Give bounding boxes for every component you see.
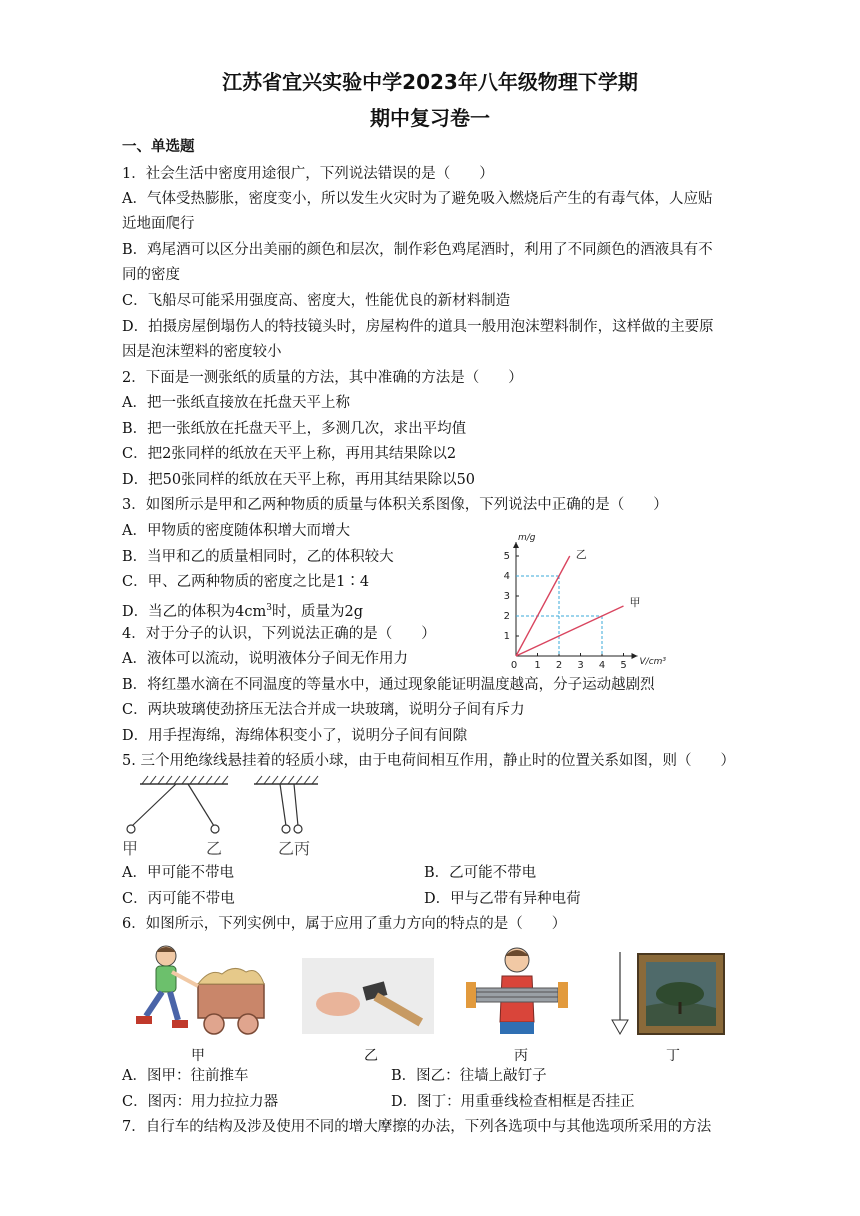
q5-option-b: B．乙可能不带电 — [424, 865, 537, 881]
q6-option-a: A．图甲：往前推车 — [122, 1068, 249, 1084]
y-tick-label: 3 — [503, 591, 510, 602]
q1-option-b: B．鸡尾酒可以区分出美丽的颜色和层次，制作彩色鸡尾酒时，利用了不同颜色的酒液具有不 — [122, 242, 713, 258]
page-title: 江苏省宜兴实验中学2023年八年级物理下学期 — [222, 70, 638, 94]
section-heading: 一、单选题 — [122, 139, 195, 155]
picture-caption-jia: 甲 — [191, 1048, 205, 1064]
x-tick-label: 2 — [555, 660, 563, 670]
q4-option-c: C．两块玻璃使劲挤压无法合并成一块玻璃，说明分子间有斥力 — [122, 702, 525, 718]
q6-stem: 6．如图所示，下列实例中，属于应用了重力方向的特点的是（ ） — [122, 916, 567, 932]
series-line — [516, 556, 570, 656]
ball-label-jia: 甲 — [122, 839, 139, 858]
q4-stem: 4．对于分子的认识，下列说法正确的是（ ） — [122, 626, 436, 642]
q3-stem: 3．如图所示是甲和乙两种物质的质量与体积关系图像，下列说法中正确的是（ ） — [122, 497, 668, 513]
q7-stem: 7．自行车的结构及涉及使用不同的增大摩擦的办法，下列各选项中与其他选项所采用的方法 — [122, 1119, 712, 1135]
q1-option-a: A．气体受热膨胀，密度变小，所以发生火灾时为了避免吸入燃烧后产生的有毒气体，人应贴 — [122, 191, 713, 207]
x-tick-label: 0 — [510, 660, 518, 670]
y-tick-label: 1 — [503, 631, 510, 642]
picture-caption-ding: 丁 — [666, 1048, 680, 1064]
q2-option-c: C．把2张同样的纸放在天平上称，再用其结果除以2 — [122, 446, 457, 462]
x-axis-arrow — [632, 653, 638, 659]
pushing-cart-picture — [122, 940, 272, 1040]
plumb-line-frame-picture — [604, 950, 730, 1038]
series-label: 甲 — [629, 596, 641, 609]
q1-option-b-cont: 同的密度 — [122, 267, 180, 283]
y-axis-label: m/g — [518, 533, 536, 543]
q1-option-c: C．飞船尽可能采用强度高、密度大，性能优良的新材料制造 — [122, 293, 511, 309]
mass-volume-chart — [500, 528, 680, 670]
q5-option-c: C．丙可能不带电 — [122, 891, 235, 907]
q6-option-b: B．图乙：往墙上敲钉子 — [391, 1068, 547, 1084]
q3-option-c: C．甲、乙两种物质的密度之比是1∶4 — [122, 574, 370, 590]
x-tick-label: 5 — [620, 660, 627, 670]
q4-option-d: D．用手捏海绵，海绵体积变小了，说明分子间有间隙 — [122, 728, 468, 744]
q6-option-d: D．图丁：用重垂线检查相框是否挂正 — [391, 1094, 635, 1110]
hammer-nail-picture — [302, 958, 434, 1034]
suspended-balls-figure — [118, 774, 338, 836]
chest-expander-picture — [462, 944, 572, 1036]
y-tick-label: 2 — [503, 611, 510, 622]
y-tick-label: 4 — [503, 571, 510, 582]
series-line — [516, 606, 624, 656]
q3-option-a: A．甲物质的密度随体积增大而增大 — [122, 523, 350, 539]
q5-stem: 5. 三个用绝缘线悬挂着的轻质小球，由于电荷间相互作用，静止时的位置关系如图，则（ ） — [122, 753, 735, 769]
picture-caption-yi: 乙 — [364, 1048, 378, 1064]
q1-option-d-cont: 因是泡沫塑料的密度较小 — [122, 344, 282, 360]
picture-caption-bing: 丙 — [514, 1048, 528, 1064]
q4-option-b: B．将红墨水滴在不同温度的等量水中，通过现象能证明温度越高，分子运动越剧烈 — [122, 677, 655, 693]
q2-option-a: A．把一张纸直接放在托盘天平上称 — [122, 395, 350, 411]
q3-option-d: D．当乙的体积为$4cm^3$时，质量为2g — [122, 603, 363, 620]
q4-option-a: A．液体可以流动，说明液体分子间无作用力 — [122, 651, 408, 667]
q2-stem: 2．下面是一测张纸的质量的方法，其中准确的方法是（ ） — [122, 370, 523, 386]
q5-option-d: D．甲与乙带有异种电荷 — [424, 891, 581, 907]
q1-option-d: D．拍摄房屋倒塌伤人的特技镜头时，房屋构件的道具一般用泡沫塑料制作，这样做的主要原 — [122, 319, 714, 335]
q2-option-b: B．把一张纸放在托盘天平上，多测几次，求出平均值 — [122, 421, 467, 437]
x-tick-label: 3 — [577, 660, 584, 670]
x-tick-label: 4 — [598, 660, 606, 670]
ball-label-yi: 乙 — [206, 839, 223, 858]
q1-option-a-cont: 近地面爬行 — [122, 216, 195, 232]
page-subtitle: 期中复习卷一 — [370, 106, 490, 130]
q1-stem: 1．社会生活中密度用途很广，下列说法错误的是（ ） — [122, 166, 494, 182]
q3-option-b: B．当甲和乙的质量相同时，乙的体积较大 — [122, 549, 394, 565]
q5-option-a: A．甲可能不带电 — [122, 865, 234, 881]
ball-label-yi-bing: 乙丙 — [278, 839, 311, 858]
x-axis-label: V/cm³ — [639, 657, 667, 667]
q2-option-d: D．把50张同样的纸放在天平上称，再用其结果除以50 — [122, 472, 476, 488]
y-tick-label: 5 — [503, 551, 510, 562]
series-label: 乙 — [575, 548, 587, 561]
x-tick-label: 1 — [534, 660, 541, 670]
q6-option-c: C．图丙：用力拉拉力器 — [122, 1094, 279, 1110]
